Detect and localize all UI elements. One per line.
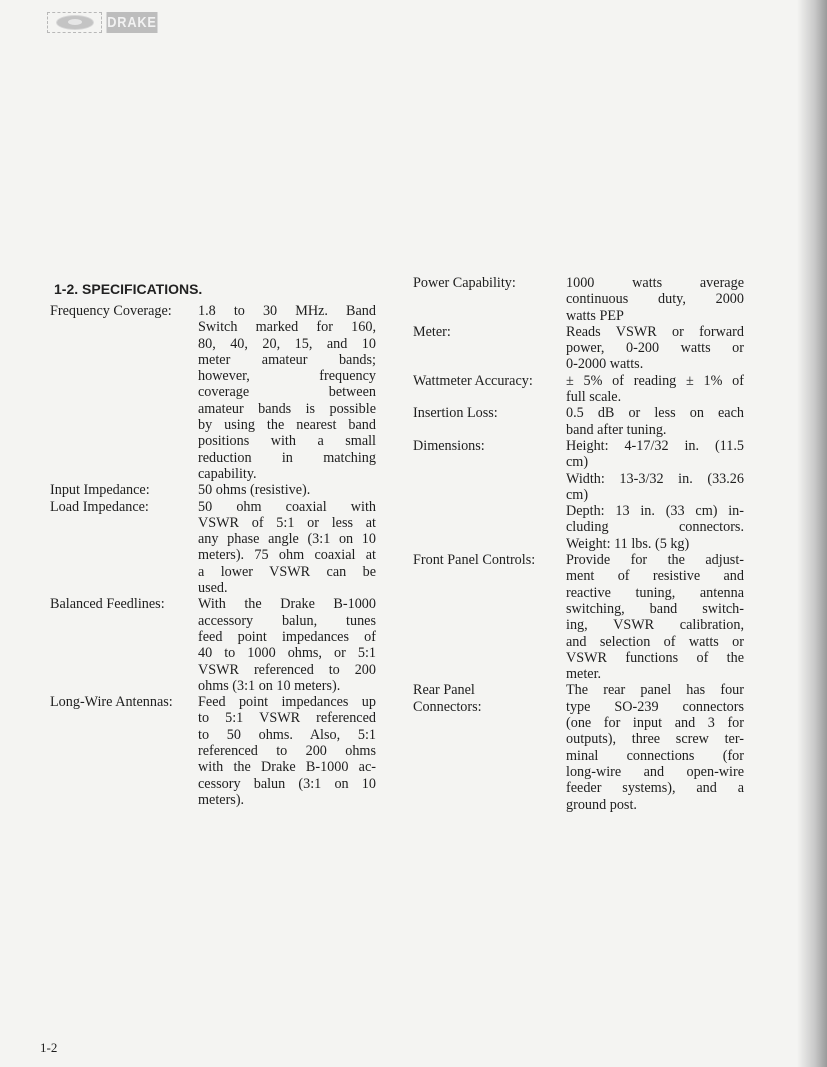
spec-row bbox=[413, 373, 744, 406]
drake-logo bbox=[47, 12, 162, 33]
spec-row bbox=[413, 438, 744, 552]
spec-value bbox=[566, 405, 744, 438]
spec-label: Meter: bbox=[413, 323, 451, 340]
page-edge-shadow bbox=[797, 0, 827, 1067]
spec-row bbox=[50, 694, 376, 808]
spec-value-line: The rear panel has four bbox=[566, 682, 744, 699]
spec-value-line: reduction in matching bbox=[198, 449, 376, 466]
spec-value-line: any phase angle (3:1 on 10 bbox=[198, 531, 376, 548]
spec-value-line: Weight: 11 lbs. (5 kg) bbox=[566, 535, 690, 552]
spec-value-line: full scale. bbox=[566, 389, 622, 406]
spec-value bbox=[198, 499, 376, 597]
spec-value-line: coverage between bbox=[198, 384, 376, 401]
spec-value-line: 50 ohms (resistive). bbox=[198, 482, 311, 499]
spec-row bbox=[50, 499, 376, 597]
spec-value bbox=[566, 552, 744, 682]
specs-right-column bbox=[413, 275, 744, 813]
spec-label: Frequency Coverage: bbox=[50, 303, 172, 319]
spec-label: Power Capability: bbox=[413, 275, 516, 291]
spec-value-line: ing, VSWR calibration, bbox=[566, 617, 744, 634]
spec-value-line: ment of resistive and bbox=[566, 568, 744, 585]
spec-value-line: type SO-239 connectors bbox=[566, 698, 744, 715]
spec-value-line: to 5:1 VSWR referenced bbox=[198, 710, 376, 727]
spec-value-line: power, 0-200 watts or bbox=[566, 340, 744, 357]
spec-value-line: a lower VSWR can be bbox=[198, 563, 376, 580]
spec-value bbox=[566, 373, 744, 406]
spec-value-line: Feed point impedances up bbox=[198, 694, 376, 711]
spec-label: Long-Wire Antennas: bbox=[50, 694, 173, 711]
spec-value-line: feeder systems), and a bbox=[566, 780, 744, 797]
spec-value-line: meters). bbox=[198, 791, 245, 808]
spec-row bbox=[413, 682, 744, 812]
spec-row bbox=[50, 482, 376, 498]
spec-value-line: positions with a small bbox=[198, 433, 376, 450]
spec-label: Balanced Feedlines: bbox=[50, 596, 165, 613]
spec-value-line: meter. bbox=[566, 666, 602, 683]
spec-value bbox=[198, 694, 376, 808]
spec-value-line: to 50 ohms. Also, 5:1 bbox=[198, 726, 376, 743]
spec-value-line: cm) bbox=[566, 454, 589, 471]
spec-value-line: 0.5 dB or less on each bbox=[566, 405, 744, 422]
spec-label: Front Panel Controls: bbox=[413, 552, 536, 569]
spec-value-line: Width: 13-3/32 in. (33.26 bbox=[566, 470, 744, 487]
spec-value-line: and selection of watts or bbox=[566, 633, 744, 650]
spec-label: Dimensions: bbox=[413, 437, 485, 454]
spec-value-line: Switch marked for 160, bbox=[198, 319, 376, 336]
spec-value bbox=[566, 682, 744, 812]
spec-value-line: band after tuning. bbox=[566, 421, 667, 438]
spec-value bbox=[198, 482, 376, 498]
spec-value-line: 50 ohm coaxial with bbox=[198, 498, 376, 515]
spec-row bbox=[413, 405, 744, 438]
logo-wordmark: DRAKE bbox=[107, 14, 157, 31]
spec-value-line: Depth: 13 in. (33 cm) in- bbox=[566, 503, 744, 520]
spec-value-line: cessory balun (3:1 on 10 bbox=[198, 775, 376, 792]
spec-label: Input Impedance: bbox=[50, 482, 150, 499]
spec-row bbox=[413, 324, 744, 373]
spec-value-line: With the Drake B-1000 bbox=[198, 596, 376, 613]
logo-emblem-icon bbox=[47, 12, 102, 33]
spec-value-line: accessory balun, tunes bbox=[198, 612, 376, 629]
spec-value-line: (one for input and 3 for bbox=[566, 715, 744, 732]
spec-value-line: VSWR functions of the bbox=[566, 649, 744, 666]
spec-value-line: however, frequency bbox=[198, 368, 376, 385]
spec-label: Wattmeter Accuracy: bbox=[413, 372, 533, 389]
spec-value-line: watts PEP bbox=[566, 307, 624, 324]
spec-row bbox=[50, 303, 376, 482]
specs-left-column bbox=[50, 303, 376, 808]
spec-value-line: by using the nearest band bbox=[198, 417, 376, 434]
spec-value-line: meter amateur bands; bbox=[198, 351, 376, 368]
spec-value-line: Provide for the adjust- bbox=[566, 552, 744, 569]
spec-value-line: VSWR of 5:1 or less at bbox=[198, 514, 376, 531]
spec-label: Rear Panel Connectors: bbox=[413, 682, 482, 715]
spec-value-line: used. bbox=[198, 580, 228, 597]
page-number: 1-2 bbox=[40, 1040, 58, 1055]
spec-value bbox=[198, 303, 376, 482]
spec-value-line: 0-2000 watts. bbox=[566, 356, 644, 373]
spec-value-line: ± 5% of reading ± 1% of bbox=[566, 372, 744, 389]
spec-value-line: reactive tuning, antenna bbox=[566, 584, 744, 601]
spec-value-line: VSWR referenced to 200 bbox=[198, 661, 376, 678]
spec-value-line: minal connections (for bbox=[566, 747, 744, 764]
spec-value-line: outputs), three screw ter- bbox=[566, 731, 744, 748]
spec-value-line: feed point impedances of bbox=[198, 628, 376, 645]
spec-value bbox=[198, 596, 376, 694]
spec-value-line: continuous duty, 2000 bbox=[566, 291, 744, 308]
spec-value-line: 80, 40, 20, 15, and 10 bbox=[198, 335, 376, 352]
spec-value-line: ohms (3:1 on 10 meters). bbox=[198, 677, 341, 694]
spec-value bbox=[566, 275, 744, 324]
spec-value bbox=[566, 324, 744, 373]
spec-row bbox=[413, 275, 744, 324]
spec-value-line: cm) bbox=[566, 486, 589, 503]
spec-value-line: 1000 watts average bbox=[566, 275, 744, 291]
spec-value-line: with the Drake B-1000 ac- bbox=[198, 759, 376, 776]
spec-value-line: 40 to 1000 ohms, or 5:1 bbox=[198, 645, 376, 662]
spec-value-line: switching, band switch- bbox=[566, 600, 744, 617]
spec-value-line: meters). 75 ohm coaxial at bbox=[198, 547, 376, 564]
spec-value-line: long-wire and open-wire bbox=[566, 763, 744, 780]
spec-label: Load Impedance: bbox=[50, 498, 149, 515]
spec-row bbox=[50, 596, 376, 694]
spec-value-line: capability. bbox=[198, 465, 257, 482]
spec-label: Insertion Loss: bbox=[413, 405, 498, 422]
spec-value-line: ground post. bbox=[566, 796, 637, 813]
spec-value bbox=[566, 438, 744, 552]
spec-row bbox=[413, 552, 744, 682]
spec-value-line: 1.8 to 30 MHz. Band bbox=[198, 303, 376, 319]
spec-value-line: referenced to 200 ohms bbox=[198, 743, 376, 760]
section-heading: 1-2. SPECIFICATIONS. bbox=[54, 281, 203, 297]
spec-value-line: Reads VSWR or forward bbox=[566, 323, 744, 340]
spec-value-line: Height: 4-17/32 in. (11.5 bbox=[566, 437, 744, 454]
spec-value-line: amateur bands is possible bbox=[198, 400, 376, 417]
spec-value-line: cluding connectors. bbox=[566, 519, 744, 536]
